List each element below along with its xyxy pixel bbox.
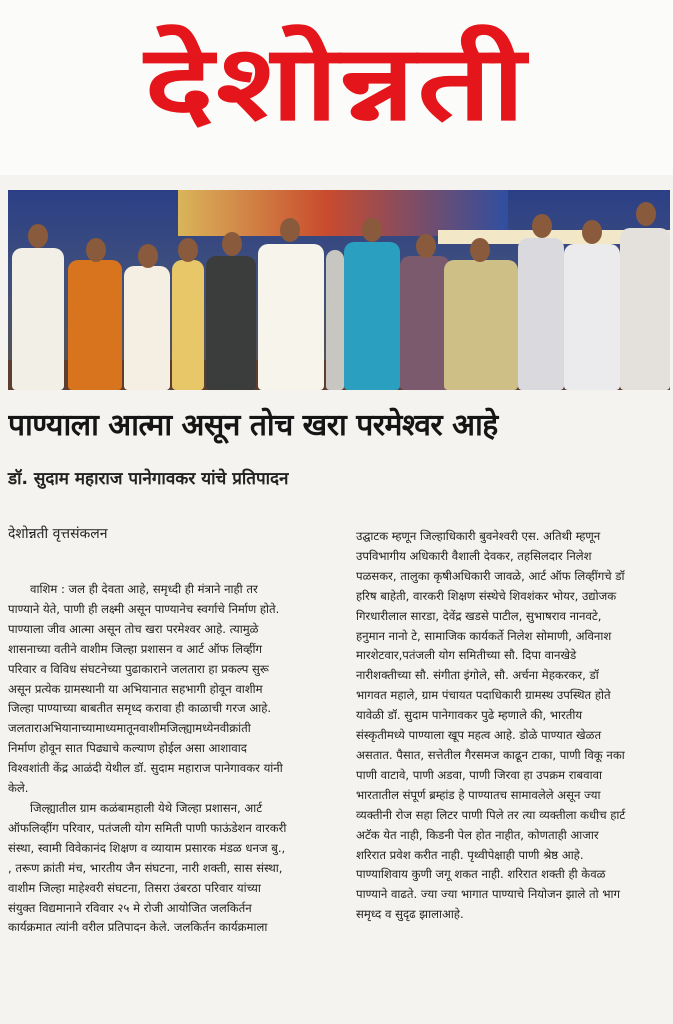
- article-right-column: [356, 527, 673, 925]
- article-text-line: निर्माण होवून सात पिढ्याचे कल्याण होईल असा आशावाद: [8, 741, 247, 756]
- article-text-line: पाण्याने येते, पाणी ही लक्ष्मी असून पाण्यानेच स्वर्गाचे निर्माण होते.: [8, 601, 280, 616]
- article-text-line: असतात. पैसात, सत्तेतील गैरसमज काढून टाका, पाणी विकू नका: [356, 747, 625, 762]
- article-text-line: शासनाच्या वतीने वाशीम जिल्हा प्रशासन व आर्ट ऑफ लिव्हींग: [8, 641, 263, 656]
- article-text-line: अटॅक येत नाही, किडनी पेल होत नाहीत, कोणताही आजार: [356, 827, 599, 842]
- article-text-line: समृध्द व सुदृढ झालाआहे.: [356, 907, 464, 922]
- photo-person-head: [280, 218, 300, 242]
- photo-person-head: [178, 238, 198, 262]
- article-text-line: वाशीम जिल्हा माहेश्वरी संघटना, तिसरा उंबरठा परिवार यांच्या: [8, 880, 261, 895]
- article-text-line: यावेळी डॉ. सुदाम पानेगावकर पुढे म्हणाले की, भारतीय: [356, 708, 583, 723]
- article-text-line: , तरूण क्रांती मंच, भारतीय जैन संघटना, नारी शक्ती, सास संस्था,: [8, 860, 283, 875]
- article-text-line: पाण्याला जीव आत्मा असून तोच खरा परमेश्वर आहे. त्यामुळे: [8, 621, 259, 636]
- photo-person-head: [362, 218, 382, 242]
- article-text-line: गिरधारीलाल सारडा, देवेंद्र खडसे पाटील, सुभाषराव नानवटे,: [356, 608, 602, 623]
- photo-person: [12, 248, 64, 390]
- photo-person: [344, 242, 400, 390]
- article-text-line: मारशेटवार,पतंजली योग समितीच्या सौ. दिपा वानखेडे: [356, 648, 577, 663]
- article-text-line: केले.: [8, 781, 29, 796]
- photo-person: [172, 260, 204, 390]
- photo-person: [258, 244, 324, 390]
- article-text-line: वाशिम : जल ही देवता आहे, समृध्दी ही मंत्राने नाही तर: [30, 582, 258, 596]
- event-group-photo: [8, 190, 670, 390]
- article-text-line: नारीशक्तीच्या सौ. संगीता इंगोले, सौ. अर्चना मेहकरकर, डॉ: [356, 668, 599, 683]
- photo-person: [400, 256, 450, 390]
- article-text-line: संस्था, स्वामी विवेकानंद शिक्षण व व्यायाम प्रसारक मंडळ धनज बु.,: [8, 840, 286, 855]
- article-text-line: पाण्याशिवाय कुणी जगू शकत नाही. शरिरात शक्ती ही केवळ: [356, 867, 606, 882]
- article-text-line: विश्वशांती केंद्र आळंदी येथील डॉ. सुदाम महाराज पानेगावकर यांनी: [8, 761, 283, 776]
- article-text-line: असून प्रत्येक ग्रामस्थानी या अभियानात सहभागी होवून वाशीम: [8, 681, 263, 696]
- article-text-line: हरिष बाहेती, वारकरी शिक्षण संस्थेचे शिवशंकर भोयर, उद्योजक: [356, 588, 617, 603]
- article-text-line: व्यक्तीनी रोज सहा लिटर पाणी पिले तर त्या व्यक्तीला कधीच हार्ट: [356, 807, 626, 822]
- article-text-line: पाण्याने वाढते. ज्या ज्या भागात पाण्याचे नियोजन झाले तो भाग: [356, 887, 621, 902]
- photo-person-head: [470, 238, 490, 262]
- photo-person-head: [636, 202, 656, 226]
- photo-person: [620, 228, 670, 390]
- article-text-line: जिल्ह्यातील ग्राम कळंबामहाली येथे जिल्हा प्रशासन, आर्ट: [30, 800, 263, 815]
- article-text-line: कार्यक्रमात त्यांनी वरील प्रतिपादन केले. जलकिर्तन कार्यक्रमाला: [8, 920, 268, 935]
- photo-person: [444, 260, 518, 390]
- article-subheadline: डॉ. सुदाम महाराज पानेगावकर यांचे प्रतिपादन: [8, 469, 289, 489]
- photo-person: [518, 238, 564, 390]
- newspaper-masthead: [0, 0, 673, 175]
- photo-person: [68, 260, 122, 390]
- photo-person-head: [222, 232, 242, 256]
- article-text-line: जिल्हा पाण्याच्या बाबतीत समृध्द करावा ही काळाची गरज आहे.: [8, 701, 272, 716]
- article-text-line: उद्घाटक म्हणून जिल्हाधिकारी बुवनेश्वरी एस. अतिथी म्हणून: [356, 529, 601, 543]
- photo-person: [124, 266, 170, 390]
- article-text-line: भारतातील संपूर्ण ब्रम्हांड हे पाण्यातच सामावलेले असून ज्या: [356, 787, 601, 802]
- article-text-line: उपविभागीय अधिकारी वैशाली देवकर, तहसिलदार निलेश: [356, 548, 592, 563]
- masthead-title: देशोन्नती: [144, 21, 528, 144]
- article-text-line: जलताराअभियानाच्यामाध्यमातूनवाशीमजिल्ह्यामध्येनवीक्रांती: [8, 721, 251, 736]
- photo-person-head: [28, 224, 48, 248]
- photo-person: [326, 250, 344, 390]
- photo-person-head: [532, 214, 552, 238]
- article-text-line: हनुमान नानो टे, सामाजिक कार्यकर्ते निलेश सोमाणी, अविनाश: [356, 628, 612, 643]
- photo-person: [206, 256, 256, 390]
- photo-person-head: [138, 244, 158, 268]
- article-headline: पाण्याला आत्मा असून तोच खरा परमेश्वर आहे: [8, 408, 498, 443]
- article-text-line: परिवार व विविध संघटनेच्या पुढाकाराने जलतारा हा प्रकल्प सुरू: [8, 661, 269, 676]
- article-text-line: पाणी वाटावे, पाणी अडवा, पाणी जिरवा हा उपक्रम राबवावा: [356, 767, 603, 782]
- article-text-line: भागवत महाले, ग्राम पंचायत पदाधिकारी ग्रामस्थ उपस्थित होते: [356, 688, 611, 703]
- article-text-line: पळसकर, तालुका कृषीअधिकारी जावळे, आर्ट ऑफ लिव्हींगचे डॉ: [356, 568, 625, 583]
- photo-person-head: [582, 220, 602, 244]
- article-left-column: [8, 580, 352, 938]
- article-byline: देशोन्नती वृत्तसंकलन: [8, 526, 108, 542]
- article-text-line: संस्कृतीमध्ये पाण्याला खूप महत्व आहे. डोळे पाण्यात खेळत: [356, 728, 602, 743]
- article-text-line: संयुक्त विद्यमानाने रविवार २५ मे रोजी आयोजित जलकिर्तन: [8, 900, 252, 915]
- photo-person-head: [416, 234, 436, 258]
- article-text-line: शरिरात प्रवेश करीत नाही. पृथ्वीपेक्षाही पाणी श्रेष्ठ आहे.: [356, 847, 584, 862]
- photo-person-head: [86, 238, 106, 262]
- article-text-line: ऑफलिव्हींग परिवार, पतंजली योग समिती पाणी फाऊंडेशन वारकरी: [8, 820, 287, 835]
- photo-person: [564, 244, 620, 390]
